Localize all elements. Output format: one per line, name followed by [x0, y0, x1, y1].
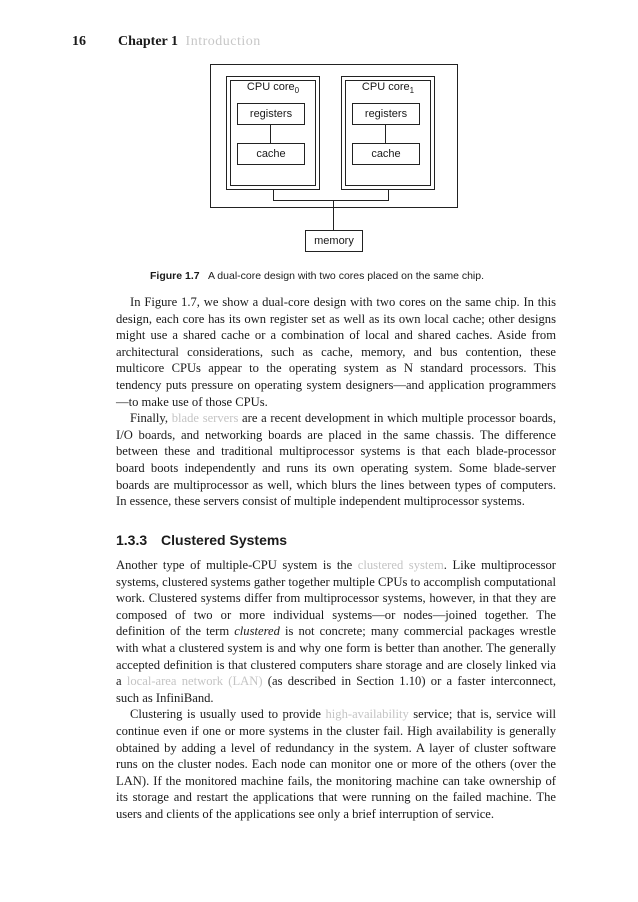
term-blade-servers: blade servers — [171, 411, 239, 426]
memory-box: memory — [305, 230, 363, 252]
term-lan: local-area network (LAN) — [126, 674, 263, 689]
memory-link — [333, 200, 334, 230]
page-header — [72, 34, 572, 52]
registers-box-0: registers — [237, 103, 305, 125]
chapter-label: Chapter 1 — [118, 34, 179, 49]
cpu-core-0-label: CPU core$_0$ — [246, 81, 300, 96]
bus-drop-1 — [388, 190, 389, 200]
figure-label: Figure 1.7 — [150, 270, 200, 282]
core-0-link — [270, 125, 271, 143]
section-number: 1.3.3 — [116, 532, 148, 548]
core-1-link — [385, 125, 386, 143]
dual-core-diagram — [210, 64, 458, 262]
cache-box-0: cache — [237, 143, 305, 165]
section-title: Clustered Systems — [161, 532, 288, 548]
registers-box-1: registers — [352, 103, 420, 125]
paragraph-clustered-intro: Another type of multiple-CPU system is the clustered system. Like multiprocessor systems, clustered systems gather together multiple CPUs to accomplish computational work. Clustered systems differ from multiprocessor systems, however, in that they are composed of two or more individual systems—or nodes—joined together. The definition of the term clustered is not concrete; many commercial packages wrestle with what a clustered system is and why one form is better than another. The generally accepted definition is that clustered computers share storage and are closely linked via a local-area network (LAN) (as described in Section 1.10) or a faster interconnect, such as InfiniBand. — [116, 558, 557, 705]
chapter-title: Introduction — [185, 34, 261, 49]
bus-drop-0 — [273, 190, 274, 200]
shared-bus — [273, 200, 389, 201]
cache-box-1: cache — [352, 143, 420, 165]
cpu-core-1-inner — [345, 80, 431, 186]
cpu-core-1 — [341, 76, 435, 190]
figure-caption — [150, 270, 550, 282]
chapter-heading — [118, 34, 261, 50]
cpu-core-1-label: CPU core$_1$ — [361, 81, 415, 96]
italic-clustered: clustered — [234, 624, 280, 639]
body-section-clustered — [116, 557, 556, 823]
body-section-top — [116, 294, 556, 510]
cpu-core-0 — [226, 76, 320, 190]
cpu-core-0-inner — [230, 80, 316, 186]
term-clustered-system: clustered system — [357, 558, 444, 572]
term-high-availability: high-availability — [325, 707, 409, 722]
paragraph-blade-servers: Finally, blade servers are a recent development in which multiple processor boards, I/O boards, and networking boards are placed in the same chassis. The difference between these and traditional multiprocessor systems is that each blade-processor board boots independently and runs its own operating system. Some blade-server boards are multiprocessor as well, which blurs the lines between types of computers. In essence, these servers consist of multiple independent multiprocessor systems. — [116, 411, 556, 509]
section-heading — [116, 532, 287, 548]
paragraph-high-availability: Clustering is usually used to provide high-availability service; that is, service will continue even if one or more systems in the cluster fail. High availability is generally obtained by adding a level of redundancy in the system. A layer of cluster software runs on the cluster nodes. Each node can monitor one or more of the others (over the LAN). If the monitored machine fails, the monitoring machine can take ownership of its storage and restart the applications that were running on the failed machine. The users and clients of the applications see only a brief interruption of service. — [116, 707, 556, 821]
figure-caption-text: A dual-core design with two cores placed on the same chip. — [207, 270, 485, 282]
page-number: 16 — [72, 34, 86, 49]
paragraph-dual-core: In Figure 1.7, we show a dual-core design with two cores on the same chip. In this design, each core has its own register set as well as its own local cache; other designs might use a shared cache or a combination of local and shared caches. Aside from architectural considerations, such as cache, memory, and bus contention, these multicore CPUs appear to the operating system as N standard processors. This tendency puts pressure on operating system designers—and application programmers—to make use of those CPUs. — [116, 295, 556, 409]
